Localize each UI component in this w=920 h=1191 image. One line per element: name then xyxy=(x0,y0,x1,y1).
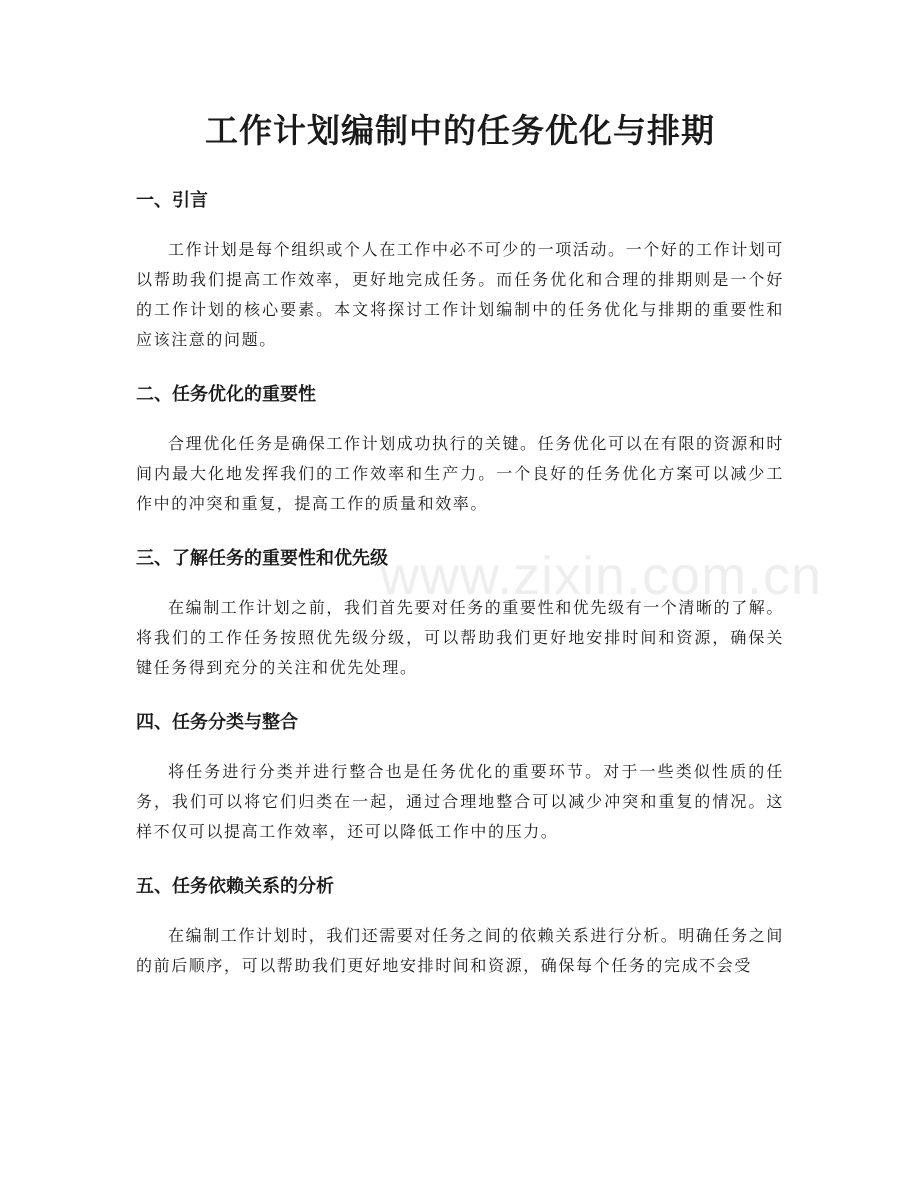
section-task-optimization-importance xyxy=(136,377,784,541)
section-paragraph: 在编制工作计划之前，我们首先要对任务的重要性和优先级有一个清晰的了解。将我们的工作任务按照优先级分级，可以帮助我们更好地安排时间和资源，确保关键任务得到充分的关注和优先处理。 xyxy=(136,598,785,677)
section-task-classification xyxy=(136,705,784,869)
section-task-dependency xyxy=(136,869,784,981)
section-task-priority xyxy=(136,541,784,705)
watermark-text: www.zixin.com.cn xyxy=(380,546,823,606)
document-body xyxy=(136,183,784,981)
section-paragraph: 工作计划是每个组织或个人在工作中必不可少的一项活动。一个好的工作计划可以帮助我们提高工作效率，更好地完成任务。而任务优化和合理的排期则是一个好的工作计划的核心要素。本文将探讨工作计划编制中的任务优化与排期的重要性和应该注意的问题。 xyxy=(136,240,785,349)
section-paragraph: 在编制工作计划时，我们还需要对任务之间的依赖关系进行分析。明确任务之间的前后顺序，可以帮助我们更好地安排时间和资源，确保每个任务的完成不会受 xyxy=(136,926,785,975)
section-paragraph: 合理优化任务是确保工作计划成功执行的关键。任务优化可以在有限的资源和时间内最大化地发挥我们的工作效率和生产力。一个良好的任务优化方案可以减少工作中的冲突和重复，提高工作的质量和效率。 xyxy=(136,434,785,513)
section-paragraph: 将任务进行分类并进行整合也是任务优化的重要环节。对于一些类似性质的任务，我们可以将它们归类在一起，通过合理地整合可以减少冲突和重复的情况。这样不仅可以提高工作效率，还可以降低工作中的压力。 xyxy=(136,762,784,841)
section-heading: 二、任务优化的重要性 xyxy=(136,384,316,405)
section-introduction xyxy=(136,183,784,377)
section-heading: 一、引言 xyxy=(136,190,208,211)
section-heading: 五、任务依赖关系的分析 xyxy=(136,876,334,897)
section-heading: 四、任务分类与整合 xyxy=(136,712,298,733)
document-title: 工作计划编制中的任务优化与排期 xyxy=(205,111,715,150)
section-heading: 三、了解任务的重要性和优先级 xyxy=(136,548,388,569)
